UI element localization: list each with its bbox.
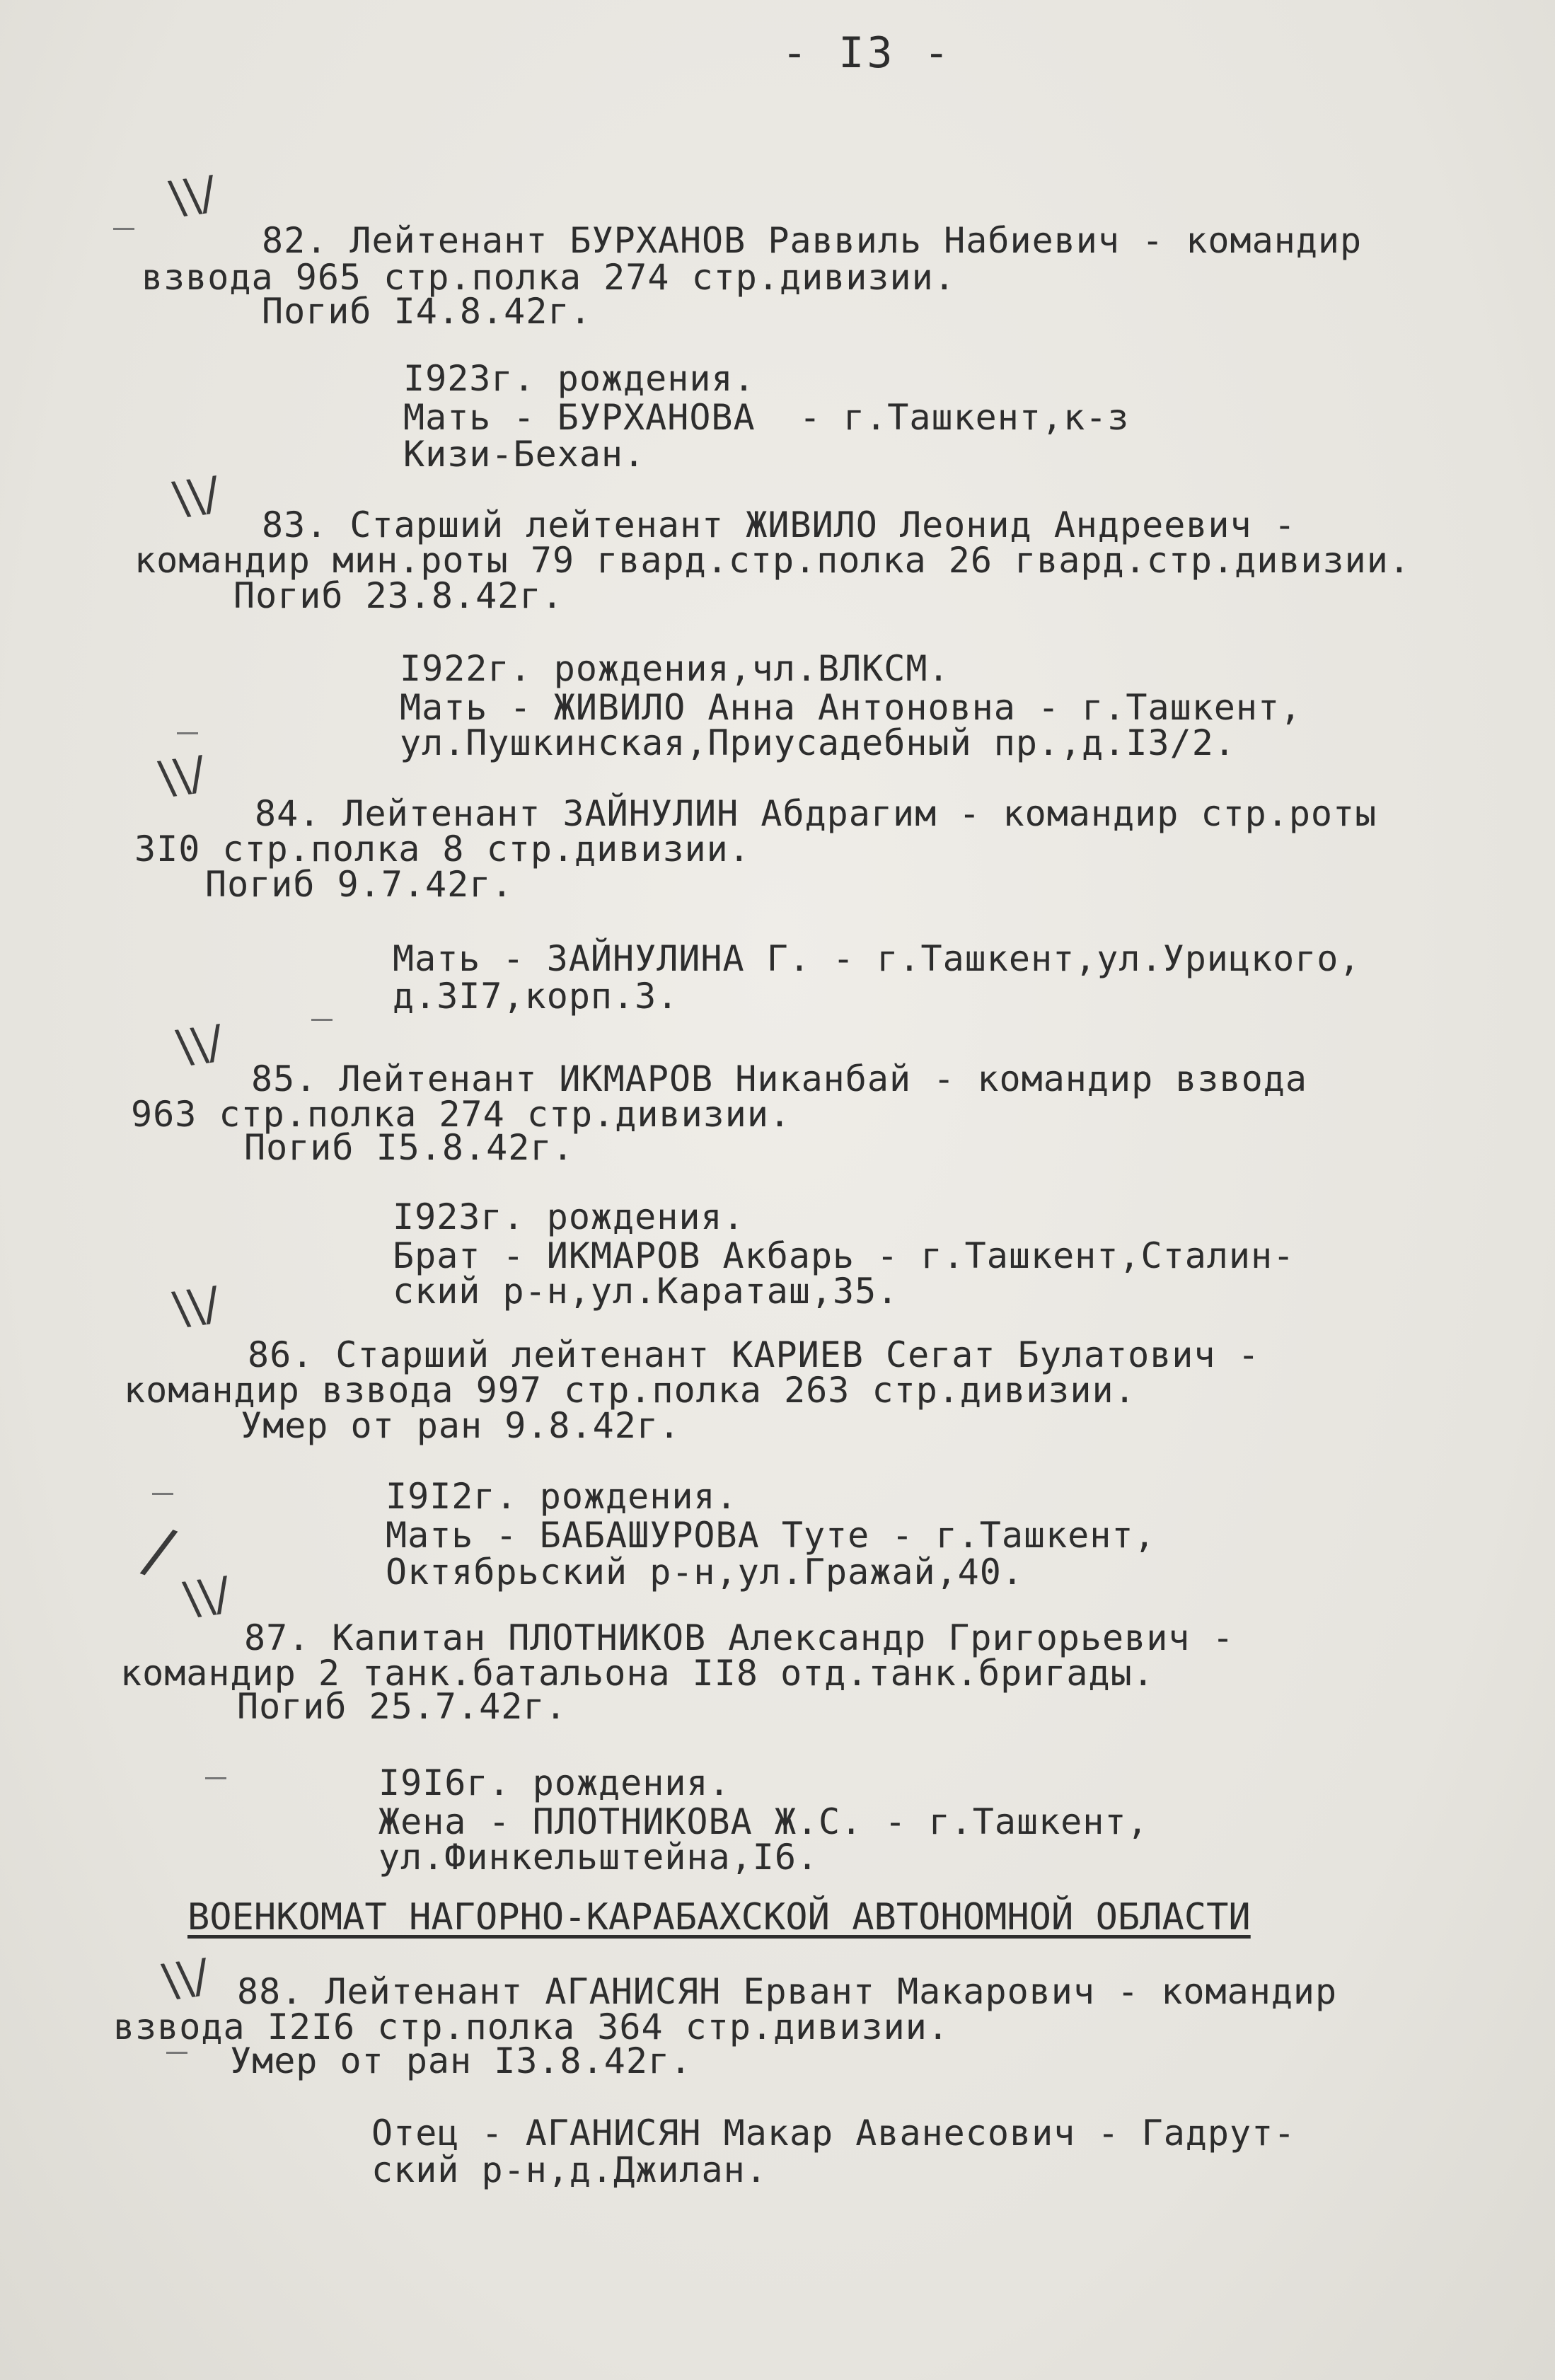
entry-86-detail3: Октябрьский р-н,ул.Гражай,40. xyxy=(386,1552,1024,1593)
check-mark-icon: \\/ xyxy=(170,467,223,526)
margin-dash xyxy=(166,2052,187,2054)
entry-87-line3: Погиб 25.7.42г. xyxy=(237,1686,567,1727)
entry-88-line3: Умер от ран I3.8.42г. xyxy=(230,2040,693,2081)
entry-82-detail1: I923г. рождения. xyxy=(403,358,756,399)
check-mark-icon: \\/ xyxy=(170,1277,223,1336)
entry-82-detail2: Мать - БУРХАНОВА - г.Ташкент,к-з xyxy=(403,397,1130,438)
margin-dash xyxy=(152,1493,173,1495)
entry-85-line3: Погиб I5.8.42г. xyxy=(244,1127,574,1168)
entry-87-detail2: Жена - ПЛОТНИКОВА Ж.С. - г.Ташкент, xyxy=(378,1801,1149,1842)
entry-87-detail3: ул.Финкельштейна,I6. xyxy=(378,1837,819,1878)
entry-84-line3: Погиб 9.7.42г. xyxy=(205,864,514,905)
entry-84-line1: 84. Лейтенант ЗАЙНУЛИН Абдрагим - командир стр.роты xyxy=(255,793,1377,834)
entry-83-detail1: I922г. рождения,чл.ВЛКСМ. xyxy=(400,648,950,689)
entry-84-detail1: Мать - ЗАЙНУЛИНА Г. - г.Ташкент,ул.Урицкого, xyxy=(393,938,1361,979)
check-mark-icon: \\/ xyxy=(173,1015,226,1075)
entry-84-detail2: д.3I7,корп.3. xyxy=(393,976,679,1017)
entry-83-detail2: Мать - ЖИВИЛО Анна Антоновна - г.Ташкент, xyxy=(400,687,1302,728)
entry-88-detail1: Отец - АГАНИСЯН Макар Аванесович - Гадрут- xyxy=(371,2113,1296,2154)
entry-85-detail1: I923г. рождения. xyxy=(393,1196,745,1237)
entry-88-detail2: ский р-н,д.Джилан. xyxy=(371,2149,768,2190)
entry-83-line2: командир мин.роты 79 гвард.стр.полка 26 гвард.стр.дивизии. xyxy=(134,540,1411,581)
entry-87-detail1: I9I6г. рождения. xyxy=(378,1762,731,1803)
entry-88-line2: взвода I2I6 стр.полка 364 стр.дивизии. xyxy=(113,2006,949,2047)
margin-dash xyxy=(311,1019,333,1021)
entry-83-line3: Погиб 23.8.42г. xyxy=(233,575,564,616)
margin-dash xyxy=(113,228,134,230)
check-mark-icon: \\/ xyxy=(166,166,219,226)
slash-mark-icon: / xyxy=(136,1512,183,1590)
entry-86-detail1: I9I2г. рождения. xyxy=(386,1476,738,1517)
entry-83-detail3: ул.Пушкинская,Приусадебный пр.,д.I3/2. xyxy=(400,722,1236,763)
entry-87-line2: командир 2 танк.батальона II8 отд.танк.бригады. xyxy=(120,1653,1155,1694)
entry-85-detail2: Брат - ИКМАРОВ Акбарь - г.Ташкент,Сталин- xyxy=(393,1235,1295,1276)
entry-87-line1: 87. Капитан ПЛОТНИКОВ Александр Григорьевич - xyxy=(244,1617,1235,1658)
entry-86-line2: командир взвода 997 стр.полка 263 стр.дивизии. xyxy=(124,1370,1136,1411)
check-mark-icon: \\/ xyxy=(156,746,209,806)
entry-85-line1: 85. Лейтенант ИКМАРОВ Никанбай - командир взвода xyxy=(251,1058,1307,1099)
entry-86-detail2: Мать - БАБАШУРОВА Туте - г.Ташкент, xyxy=(386,1515,1156,1556)
margin-dash xyxy=(177,732,198,734)
entry-82-line2: взвода 965 стр.полка 274 стр.дивизии. xyxy=(141,257,956,298)
margin-dash xyxy=(205,1777,226,1779)
entry-83-line1: 83. Старший лейтенант ЖИВИЛО Леонид Андреевич - xyxy=(262,504,1296,545)
check-mark-icon: \\/ xyxy=(180,1567,233,1627)
entry-82-line3: Погиб I4.8.42г. xyxy=(262,291,592,332)
page-number: - I3 - xyxy=(782,28,952,78)
section-heading: ВОЕНКОМАТ НАГОРНО-КАРАБАХСКОЙ АВТОНОМНОЙ ОБЛАСТИ xyxy=(187,1896,1251,1939)
entry-85-line2: 963 стр.полка 274 стр.дивизии. xyxy=(131,1094,792,1135)
entry-86-line1: 86. Старший лейтенант КАРИЕВ Сегат Булатович - xyxy=(248,1334,1260,1375)
entry-82-detail3: Кизи-Бехан. xyxy=(403,434,646,475)
entry-88-line1: 88. Лейтенант АГАНИСЯН Ервант Макарович - командир xyxy=(237,1971,1338,2012)
entry-84-line2: 3I0 стр.полка 8 стр.дивизии. xyxy=(134,828,751,870)
entry-85-detail3: ский р-н,ул.Караташ,35. xyxy=(393,1271,899,1312)
entry-86-line3: Умер от ран 9.8.42г. xyxy=(241,1405,681,1446)
entry-82-line1: 82. Лейтенант БУРХАНОВ Раввиль Набиевич - командир xyxy=(262,220,1363,261)
check-mark-icon: \\/ xyxy=(159,1949,212,2009)
